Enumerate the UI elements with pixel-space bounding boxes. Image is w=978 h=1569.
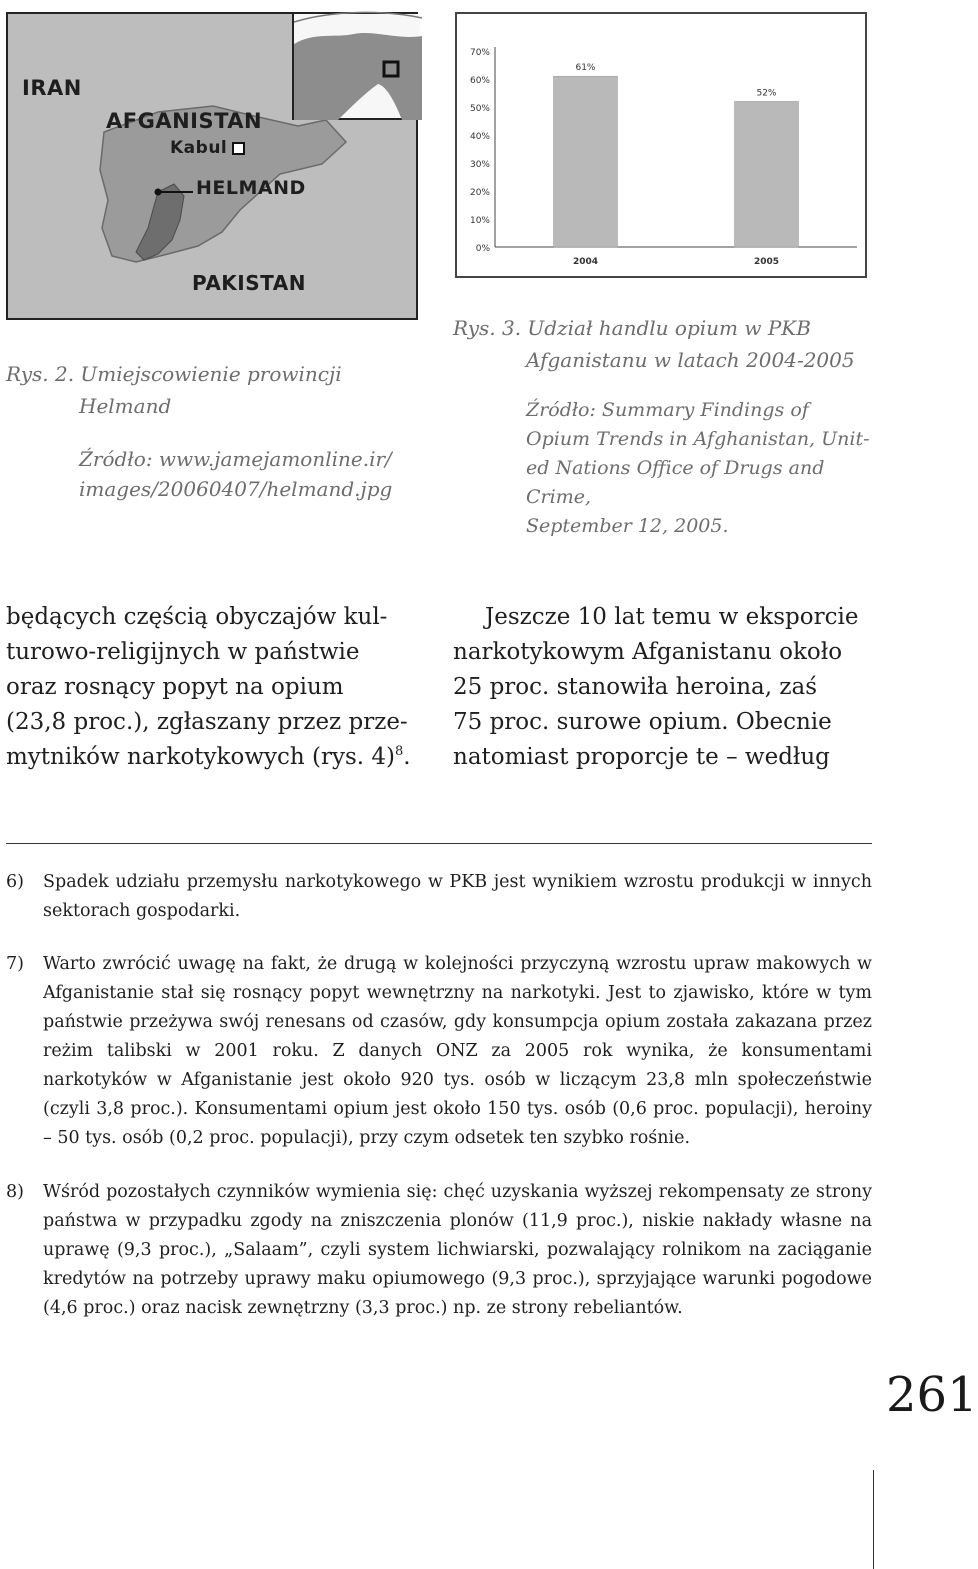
- footnote-6: [6, 868, 872, 926]
- figure-3-caption: [453, 312, 873, 541]
- body-column-right: [453, 600, 873, 775]
- footnote-text: Wśród pozostałych czynników wymienia się: chęć uzyskania wyższej rekompensaty ze strony państwa w przypadku zgody na zniszczenia plonów (11,9 proc.), niskie nakłady własne na uprawę (9,3 proc.), „Salaam”, czyli system lichwiarski, pozwalający rolnikom na zaciąganie kredytów na potrzeby uprawy maku opiumowego (9,3 proc.), sprzyjające warunki pogodowe (4,6 proc.) oraz nacisk zewnętrzny (3,3 proc.) np. ze strony rebeliantów.: [43, 1182, 872, 1318]
- body-column-left: [6, 600, 418, 775]
- footnote-text: Spadek udziału przemysłu narkotykowego w PKB jest wynikiem wzrostu produkcji w innych sektorach gospodarki.: [43, 872, 872, 921]
- x-tick-label: 2005: [753, 257, 780, 267]
- kabul-marker: [233, 143, 244, 154]
- locator-globe: [294, 14, 422, 120]
- y-tick-label: 60%: [469, 76, 490, 86]
- chart-svg: [457, 14, 865, 276]
- y-tick-label: 10%: [469, 216, 490, 226]
- footnote-8: [6, 1178, 872, 1323]
- body-right-line: narkotykowym Afganistanu około: [453, 639, 843, 665]
- y-tick-label: 50%: [469, 104, 490, 114]
- figure-2-title-line2: Helmand: [79, 394, 172, 418]
- body-right-line: Jeszcze 10 lat temu w eksporcie: [485, 604, 859, 630]
- bar-data-label: 61%: [575, 63, 596, 74]
- y-tick-label: 0%: [475, 244, 490, 254]
- footnote-7: [6, 950, 872, 1153]
- figure-2-caption: [6, 358, 416, 504]
- footnote-number: 8): [6, 1182, 24, 1202]
- locator-landmass: [294, 33, 422, 120]
- locator-inset: [292, 14, 420, 120]
- footnote-number: 7): [6, 954, 24, 974]
- body-right-line: 25 proc. stanowiła heroina, zaś: [453, 674, 817, 700]
- locator-globe-edge: [294, 12, 422, 22]
- map-label-helmand: HELMAND: [196, 177, 306, 199]
- figure-3-source-line3: ed Nations Office of Drugs and Crime,: [526, 457, 825, 508]
- y-tick-label: 70%: [469, 48, 490, 58]
- page-number: 261: [886, 1367, 978, 1423]
- footnote-separator: [6, 843, 872, 844]
- figure-3-source-line1: Źródło: Summary Findings of: [526, 399, 809, 421]
- figure-3-title-line1: Rys. 3. Udział handlu opium w PKB: [453, 316, 811, 340]
- body-left-end-punct: .: [403, 744, 411, 770]
- y-tick-label: 30%: [469, 160, 490, 170]
- figure-2-source-line2: images/20060407/helmand.jpg: [79, 477, 393, 501]
- y-tick-label: 40%: [469, 132, 490, 142]
- body-right-line: 75 proc. surowe opium. Obecnie: [453, 709, 832, 735]
- footnote-reference-8[interactable]: 8: [395, 744, 404, 759]
- bar-data-label: 52%: [756, 88, 777, 99]
- footnote-text: Warto zwrócić uwagę na fakt, że drugą w kolejności przyczyną wzrostu upraw makowych w Afganistanie stał się rosnący popyt wewnętrzny na narkotyki. Jest to zjawisko, które w tym państwie przeżywa swój renesans od czasów, gdy konsumpcja opium została zakazana przez reżim talibski w 2001 roku. Z danych ONZ za 2005 rok wynika, że konsumentami narkotyków w Afganistanie jest około 920 tys. osób w liczącym 23,8 mln społeczeństwie (czyli 3,8 proc.). Konsumentami opium jest około 150 tys. osób (0,6 proc. populacji), heroiny – 50 tys. osób (0,2 proc. populacji), przy czym odsetek ten szybko rośnie.: [43, 954, 872, 1148]
- body-left-line: oraz rosnący popyt na opium: [6, 674, 344, 700]
- body-left-line: będących częścią obyczajów kul-: [6, 604, 388, 630]
- body-left-line: turowo-religijnych w państwie: [6, 639, 360, 665]
- footnote-number: 6): [6, 872, 24, 892]
- body-left-line-text: mytników narkotykowych (rys. 4): [6, 744, 396, 770]
- figure-3-source-line2: Opium Trends in Afghanistan, Unit-: [526, 428, 870, 450]
- figure-3-title-line2: Afganistanu w latach 2004-2005: [526, 348, 855, 372]
- body-left-line-last: [6, 740, 418, 775]
- opium-gdp-chart: [455, 12, 867, 278]
- y-tick-label: 20%: [469, 188, 490, 198]
- body-right-line: natomiast proporcje te – według: [453, 744, 830, 770]
- helmand-map: [6, 12, 418, 320]
- map-label-kabul: Kabul: [170, 138, 228, 158]
- figure-3-source-line4: September 12, 2005.: [526, 515, 729, 537]
- figure-3-source: [453, 396, 873, 541]
- map-label-iran: IRAN: [22, 76, 82, 100]
- margin-rule: [873, 1470, 874, 1569]
- x-tick-label: 2004: [572, 257, 599, 267]
- bar-2004: [554, 76, 618, 247]
- figure-2-title-line1: Rys. 2. Umiejscowienie prowincji: [6, 362, 342, 386]
- bar-2005: [735, 101, 799, 247]
- figure-2-source-line1: Źródło: www.jamejamonline.ir/: [79, 447, 392, 471]
- figure-2-source: [6, 444, 416, 504]
- helmand-marker-dot: [155, 189, 162, 196]
- map-label-afganistan: AFGANISTAN: [106, 109, 263, 133]
- body-left-line: (23,8 proc.), zgłaszany przez prze-: [6, 709, 408, 735]
- map-label-pakistan: PAKISTAN: [192, 271, 306, 295]
